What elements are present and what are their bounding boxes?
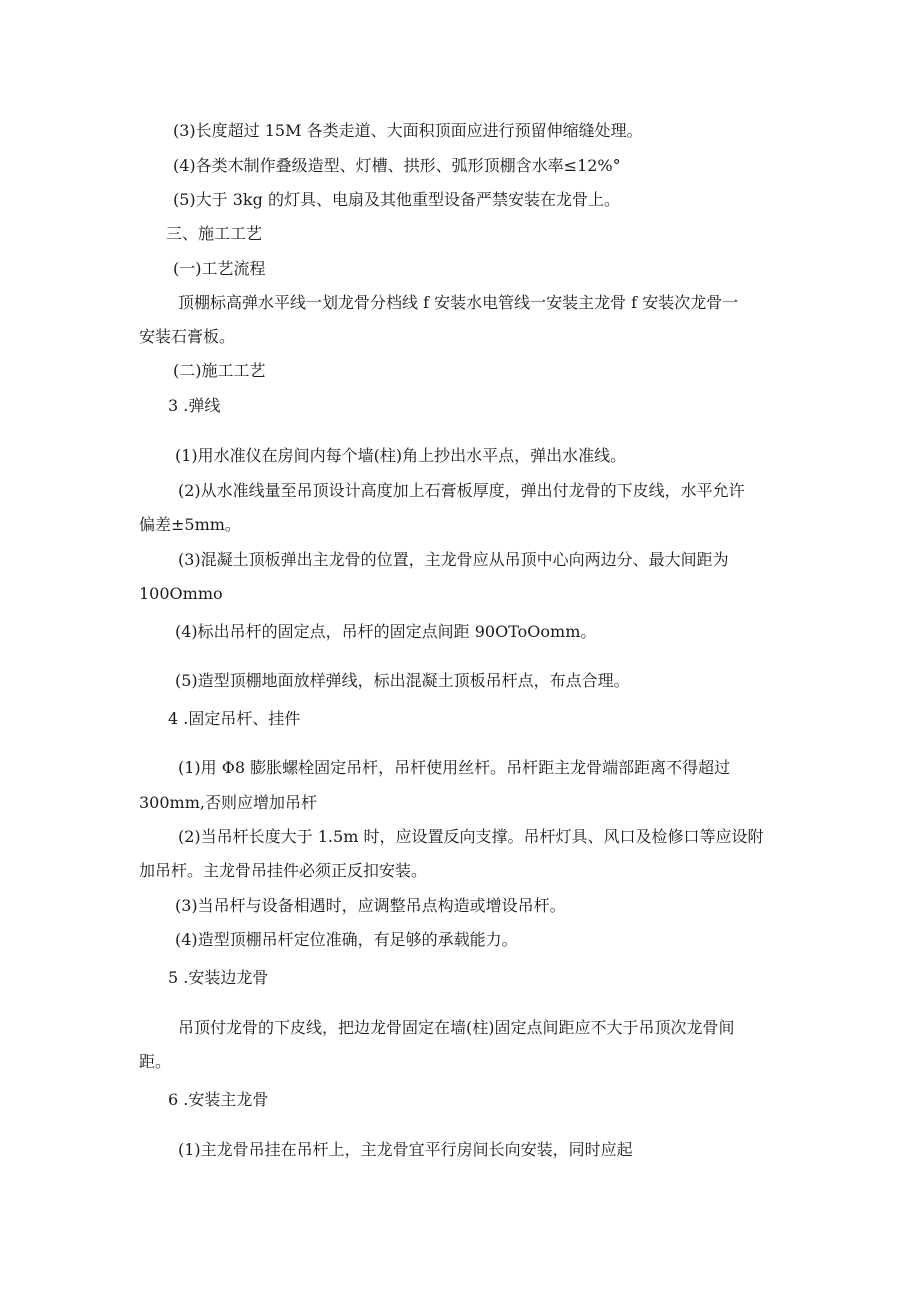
text-line: (1)用水准仪在房间内每个墙(柱)角上抄出水平点，弹出水准线。: [175, 446, 627, 465]
text-line: (3)当吊杆与设备相遇时，应调整吊点构造或增设吊杆。: [175, 896, 566, 915]
step-heading: 3 .弹线: [168, 396, 221, 415]
text-line: (4)各类木制作叠级造型、灯槽、拱形、弧形顶棚含水率≤12%°: [173, 156, 621, 175]
text-line: (3)长度超过 15M 各类走道、大面积顶面应进行预留伸缩缝处理。: [173, 121, 643, 140]
text-line: 距。: [139, 1052, 172, 1071]
subsection-heading: (二)施工工艺: [173, 361, 266, 380]
step-heading: 4 .固定吊杆、挂件: [168, 709, 301, 728]
text-line: (4)标出吊杆的固定点，吊杆的固定点间距 90OToOomm。: [175, 622, 597, 641]
step-heading: 5 .安装边龙骨: [168, 968, 269, 987]
text-line: (4)造型顶棚吊杆定位准确，有足够的承载能力。: [175, 930, 518, 949]
text-line: (5)大于 3kg 的灯具、电扇及其他重型设备严禁安装在龙骨上。: [173, 190, 620, 209]
text-line: 加吊杆。主龙骨吊挂件必须正反扣安装。: [139, 861, 428, 880]
text-line: 300mm,否则应增加吊杆: [139, 793, 317, 812]
text-line: (3)混凝土顶板弹出主龙骨的位置，主龙骨应从吊顶中心向两边分、最大间距为: [178, 550, 729, 569]
text-line: (5)造型顶棚地面放样弹线，标出混凝土顶板吊杆点，布点合理。: [175, 671, 630, 690]
step-heading: 6 .安装主龙骨: [168, 1090, 269, 1109]
text-line: (1)用 Φ8 膨胀螺栓固定吊杆，吊杆使用丝杆。吊杆距主龙骨端部距离不得超过: [178, 758, 731, 777]
text-line: (2)从水准线量至吊顶设计高度加上石膏板厚度，弹出付龙骨的下皮线，水平允许: [178, 481, 745, 500]
text-line: 安装石膏板。: [139, 327, 236, 346]
text-line: 顶棚标高弹水平线一划龙骨分档线 f 安装水电管线一安装主龙骨 f 安装次龙骨一: [178, 293, 739, 312]
text-line: 吊顶付龙骨的下皮线，把边龙骨固定在墙(柱)固定点间距应不大于吊顶次龙骨间: [178, 1018, 735, 1037]
text-line: (2)当吊杆长度大于 1.5m 时，应设置反向支撑。吊杆灯具、风口及检修口等应设附: [178, 827, 764, 846]
section-heading: 三、施工工艺: [166, 224, 263, 243]
subsection-heading: (一)工艺流程: [173, 259, 266, 278]
text-line: 100Ommo: [139, 584, 223, 603]
text-line: (1)主龙骨吊挂在吊杆上，主龙骨宜平行房间长向安装，同时应起: [178, 1140, 633, 1159]
text-line: 偏差±5mm。: [139, 515, 241, 534]
